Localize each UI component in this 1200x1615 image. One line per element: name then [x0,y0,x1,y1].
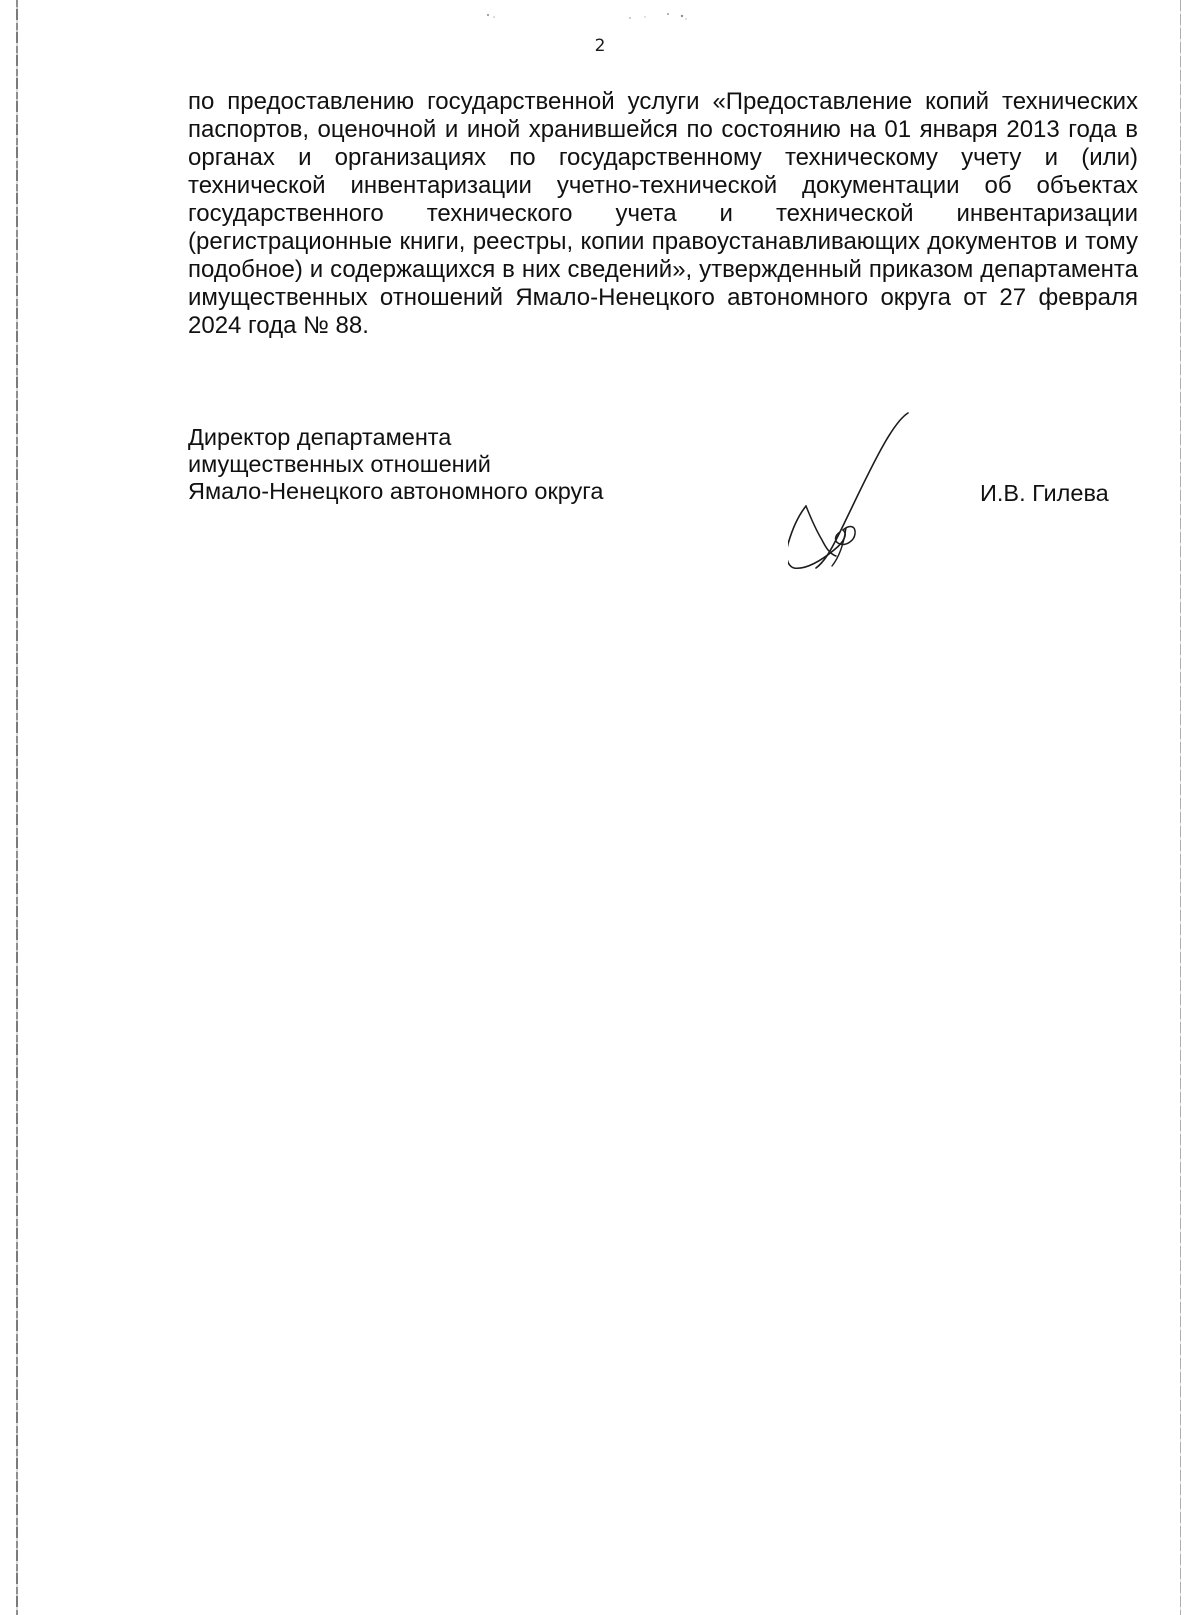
scan-specks [470,6,720,26]
scan-edge-right [1180,0,1181,1615]
signatory-position [188,424,603,505]
position-line: имущественных отношений [188,451,491,477]
position-line: Директор департамента [188,424,452,450]
page-number: 2 [594,36,606,56]
scan-edge-left [16,0,18,1615]
signer-name: И.В. Гилева [980,480,1109,506]
handwritten-signature [788,408,938,588]
position-line: Ямало-Ненецкого автономного округа [188,478,604,504]
body-paragraph: по предоставлению государственной услуги «Предоставление копий технических паспортов, оценочной и иной хранившейся по состоянию на 01 января 2013 года в органах и организациях по государственному техническому учету и (или) технической инвентаризации учетно-технической документации об объектах государственного технического учета и технической инвентаризации (регистрационные книги, реестры, копии правоустанавливающих документов и тому подобное) и содержащихся в них сведений», утвержденный приказом департамента имущественных отношений Ямало-Ненецкого автономного округа от 27 февраля 2024 года № 88. [188,88,1138,339]
